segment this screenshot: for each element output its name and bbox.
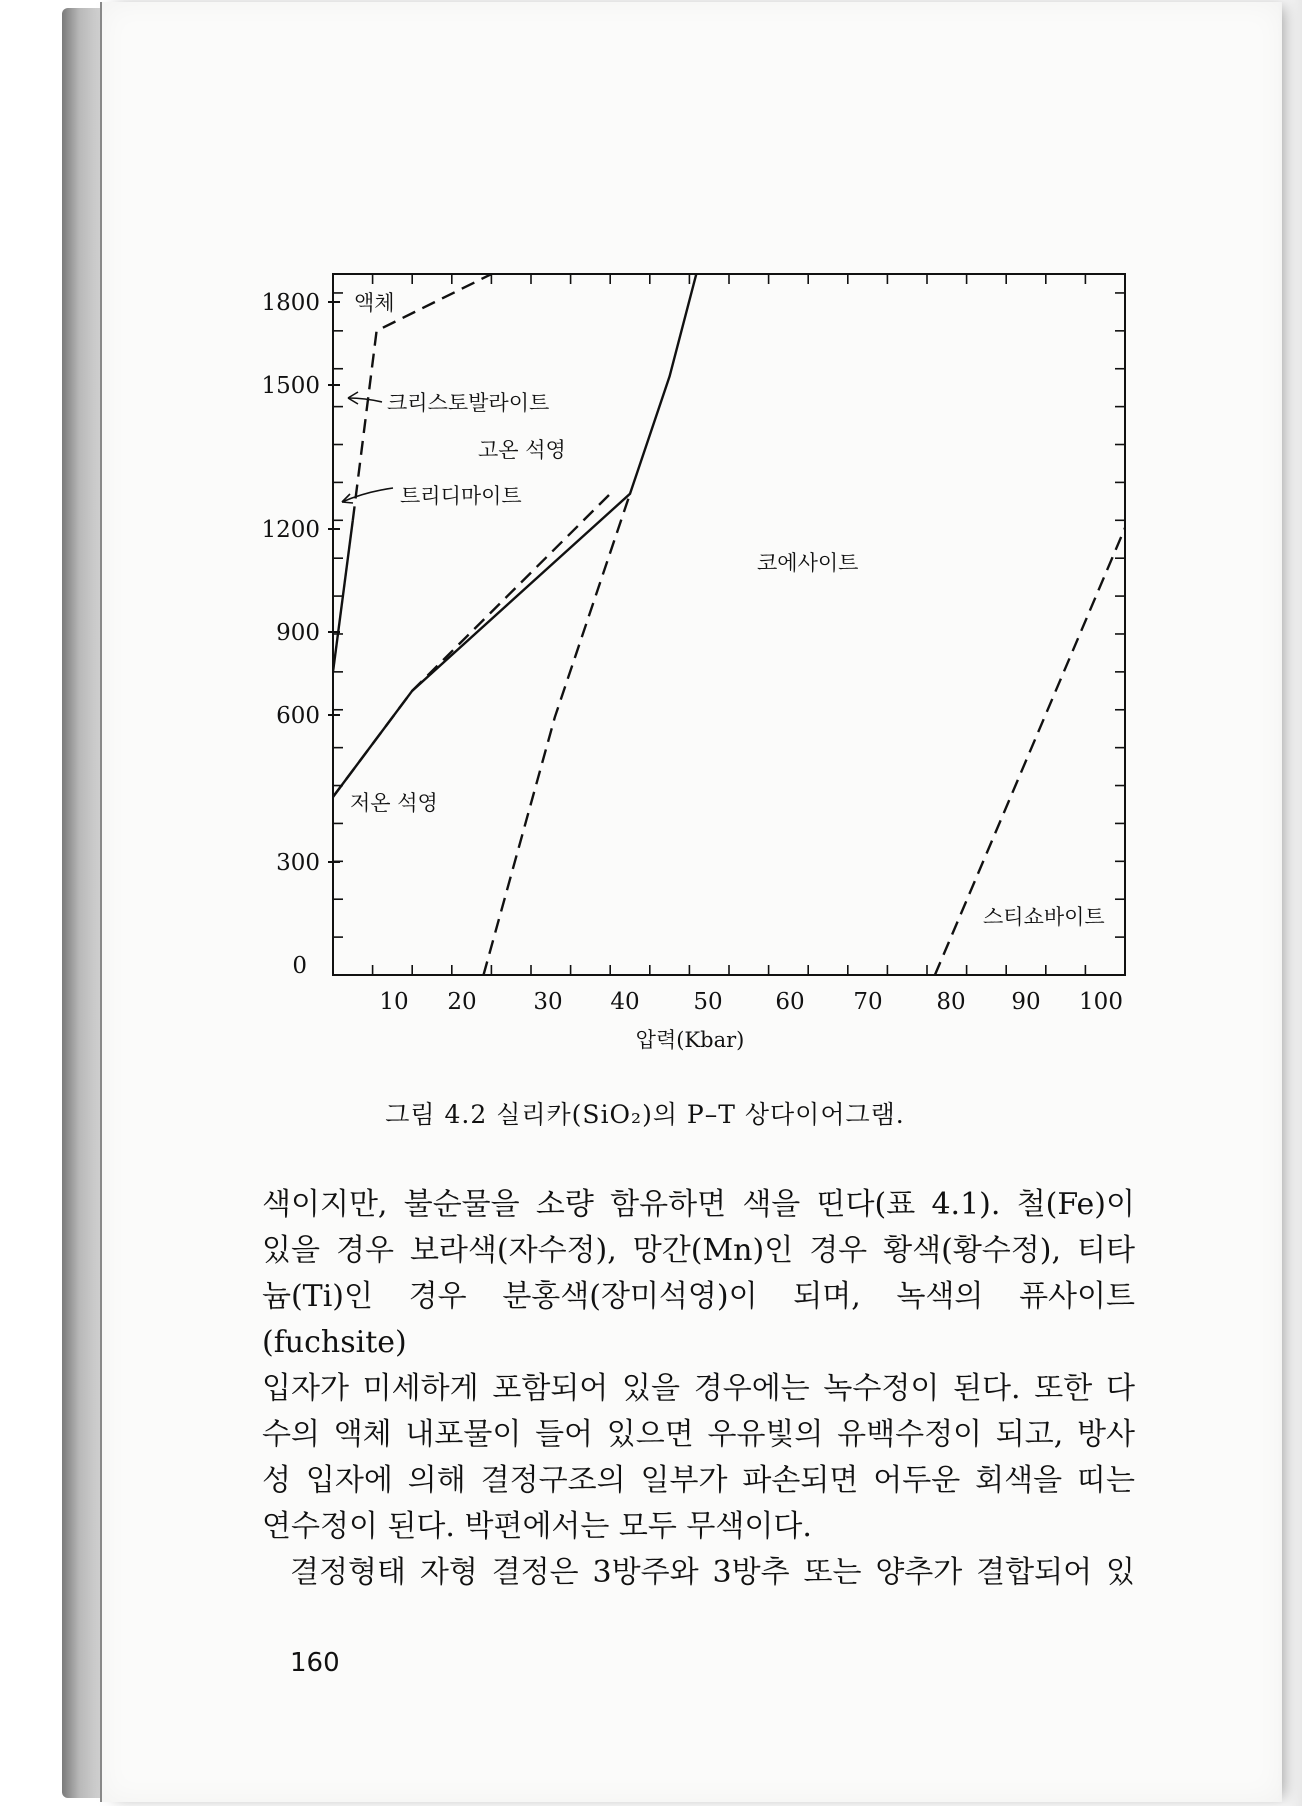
y-tick-label: 1800 xyxy=(261,290,320,316)
y-tick-label: 1500 xyxy=(261,373,320,399)
body-line: 수의 액체 내포물이 들어 있으면 우유빛의 유백수정이 되고, 방사 xyxy=(262,1417,1135,1452)
region-label-tridymite: 트리디마이트 xyxy=(400,484,522,508)
body-line: 늄(Ti)인 경우 분홍색(장미석영)이 되며, 녹색의 퓨사이트(fuchsite) xyxy=(262,1279,1135,1360)
region-label-low-quartz: 저온 석영 xyxy=(350,791,438,815)
y-tick-label: 900 xyxy=(276,620,320,646)
body-line: 성 입자에 의해 결정구조의 일부가 파손되면 어두운 회색을 띠는 xyxy=(262,1463,1135,1498)
x-tick-labels xyxy=(379,989,1123,1015)
x-tick-label: 20 xyxy=(447,989,477,1015)
body-line: 연수정이 된다. 박편에서는 모두 무색이다. xyxy=(262,1509,812,1544)
y-tick-label: 300 xyxy=(276,850,320,876)
region-label-liquid: 액체 xyxy=(354,291,395,315)
page-number: 160 xyxy=(290,1648,340,1678)
body-line: 있을 경우 보라색(자수정), 망간(Mn)인 경우 황색(황수정), 티타 xyxy=(262,1233,1135,1268)
x-tick-label: 70 xyxy=(853,989,883,1015)
plot-frame xyxy=(333,274,1125,975)
body-text xyxy=(262,1182,1135,1596)
phase-boundary-0 xyxy=(333,270,697,797)
y-tick-label: 0 xyxy=(292,953,307,979)
y-tick-label: 1200 xyxy=(261,517,320,543)
x-tick-label: 90 xyxy=(1011,989,1041,1015)
phase-boundary-1 xyxy=(333,494,610,797)
region-label-stishovite: 스티쇼바이트 xyxy=(983,905,1105,929)
body-line: 결정형태 자형 결정은 3방주와 3방추 또는 양추가 결합되어 있 xyxy=(290,1555,1135,1590)
x-tick-label: 40 xyxy=(610,989,640,1015)
body-line: 입자가 미세하게 포함되어 있을 경우에는 녹수정이 된다. 또한 다 xyxy=(262,1371,1135,1406)
region-label-coesite: 코에사이트 xyxy=(757,551,859,575)
x-tick-label: 60 xyxy=(775,989,805,1015)
body-line: 색이지만, 불순물을 소량 함유하면 색을 띤다(표 4.1). 철(Fe)이 xyxy=(262,1187,1135,1222)
x-tick-label: 30 xyxy=(533,989,563,1015)
x-tick-label: 50 xyxy=(693,989,723,1015)
x-tick-label: 10 xyxy=(379,989,409,1015)
phase-boundary-2 xyxy=(484,494,631,975)
x-axis-label: 압력(Kbar) xyxy=(635,1028,745,1052)
phase-boundaries xyxy=(333,270,1125,975)
x-tick-label: 100 xyxy=(1079,989,1123,1015)
figure-caption: 그림 4.2 실리카(SiO₂)의 P–T 상다이어그램. xyxy=(385,1100,905,1129)
y-tick-label: 600 xyxy=(276,703,320,729)
x-tick-label: 80 xyxy=(936,989,966,1015)
axis-ticks xyxy=(333,274,1125,975)
region-label-cristobalite: 크리스토발라이트 xyxy=(387,391,550,415)
region-label-high-quartz: 고온 석영 xyxy=(478,438,566,462)
y-tick-labels xyxy=(261,290,320,979)
